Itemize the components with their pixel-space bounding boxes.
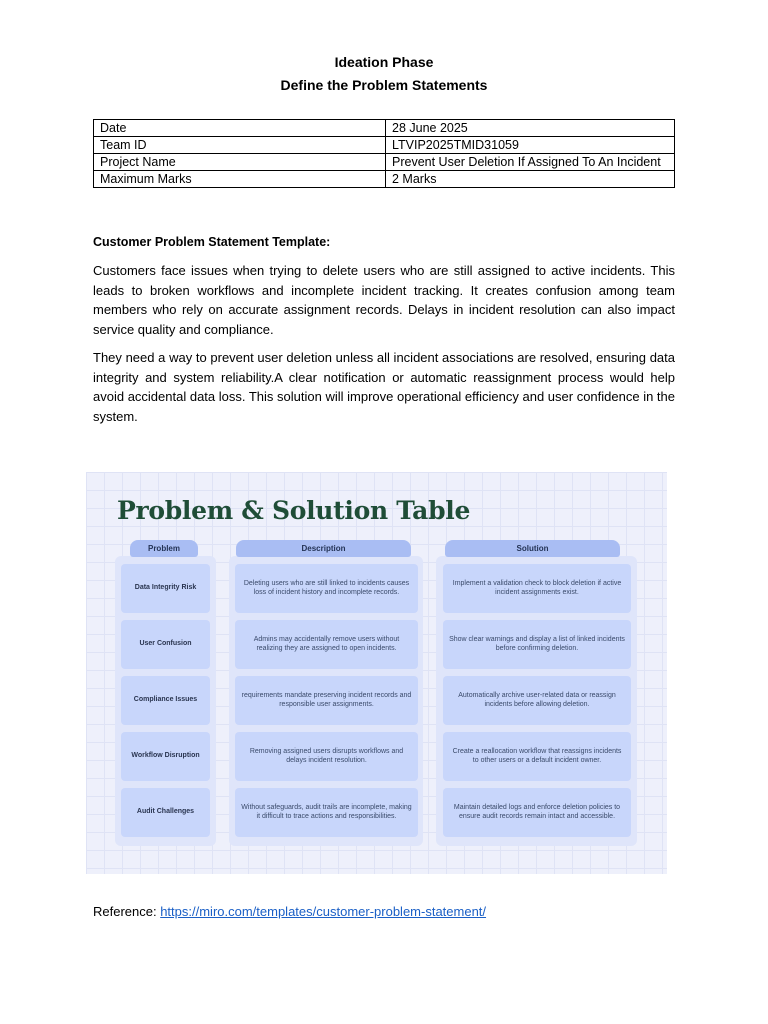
table-cell-key: Maximum Marks — [94, 171, 386, 188]
table-row — [94, 120, 675, 137]
table-cell-value: LTVIP2025TMID31059 — [386, 137, 675, 154]
table-row — [94, 137, 675, 154]
table-cell-value: Prevent User Deletion If Assigned To An Incident — [386, 154, 675, 171]
problem-cell: User Confusion — [121, 620, 210, 669]
problem-cell: Workflow Disruption — [121, 732, 210, 781]
solution-cell: Implement a validation check to block deletion if active incident assignments exist. — [443, 564, 631, 613]
reference-line — [93, 904, 486, 919]
reference-link[interactable]: https://miro.com/templates/customer-problem-statement/ — [160, 904, 487, 919]
table-row — [94, 154, 675, 171]
problem-cell: Compliance Issues — [121, 676, 210, 725]
description-cell: Deleting users who are still linked to incidents causes loss of incident history and incomplete records. — [235, 564, 418, 613]
document-title: Ideation Phase — [334, 54, 434, 70]
table-cell-value: 28 June 2025 — [386, 120, 675, 137]
solution-cell: Maintain detailed logs and enforce deletion policies to ensure audit records remain intact and accessible. — [443, 788, 631, 837]
solution-cell: Create a reallocation workflow that reassigns incidents to other users or a default incident owner. — [443, 732, 631, 781]
table-cell-key: Project Name — [94, 154, 386, 171]
table-row — [94, 171, 675, 188]
figure-title: Problem & Solution Table — [117, 496, 471, 525]
table-cell-key: Team ID — [94, 137, 386, 154]
reference-label: Reference: — [93, 904, 161, 919]
project-info-table — [93, 119, 675, 188]
solution-column — [436, 544, 637, 846]
description-column — [229, 544, 423, 846]
problem-column — [115, 544, 216, 846]
problem-cell: Audit Challenges — [121, 788, 210, 837]
solution-cell: Automatically archive user-related data or reassign incidents before allowing deletion. — [443, 676, 631, 725]
column-header: Solution — [445, 540, 620, 557]
document-subtitle: Define the Problem Statements — [280, 77, 488, 93]
description-cell: requirements mandate preserving incident records and responsible user assignments. — [235, 676, 418, 725]
table-cell-key: Date — [94, 120, 386, 137]
paragraph: Customers face issues when trying to delete users who are still assigned to active incidents. This leads to broken workflows and incomplete incident tracking. It creates confusion among team members who rely on accurate assignment records. Delays in incident resolution can also impact service quality and compliance. — [93, 263, 675, 337]
problem-cell: Data Integrity Risk — [121, 564, 210, 613]
paragraph: They need a way to prevent user deletion unless all incident associations are resolved, ensuring data integrity and system reliability.A clear notification or automatic reassignment process would help avoid accidental data loss. This solution will improve operational efficiency and user confidence in the system. — [93, 350, 675, 424]
description-cell: Removing assigned users disrupts workflows and delays incident resolution. — [235, 732, 418, 781]
solution-cell: Show clear warnings and display a list of linked incidents before confirming deletion. — [443, 620, 631, 669]
section-heading: Customer Problem Statement Template: — [93, 235, 331, 249]
column-header: Problem — [130, 540, 198, 557]
description-cell: Admins may accidentally remove users without realizing they are assigned to open incidents. — [235, 620, 418, 669]
column-header: Description — [236, 540, 411, 557]
table-cell-value: 2 Marks — [386, 171, 675, 188]
problem-solution-figure — [86, 472, 667, 874]
description-cell: Without safeguards, audit trails are incomplete, making it difficult to trace actions and responsibilities. — [235, 788, 418, 837]
